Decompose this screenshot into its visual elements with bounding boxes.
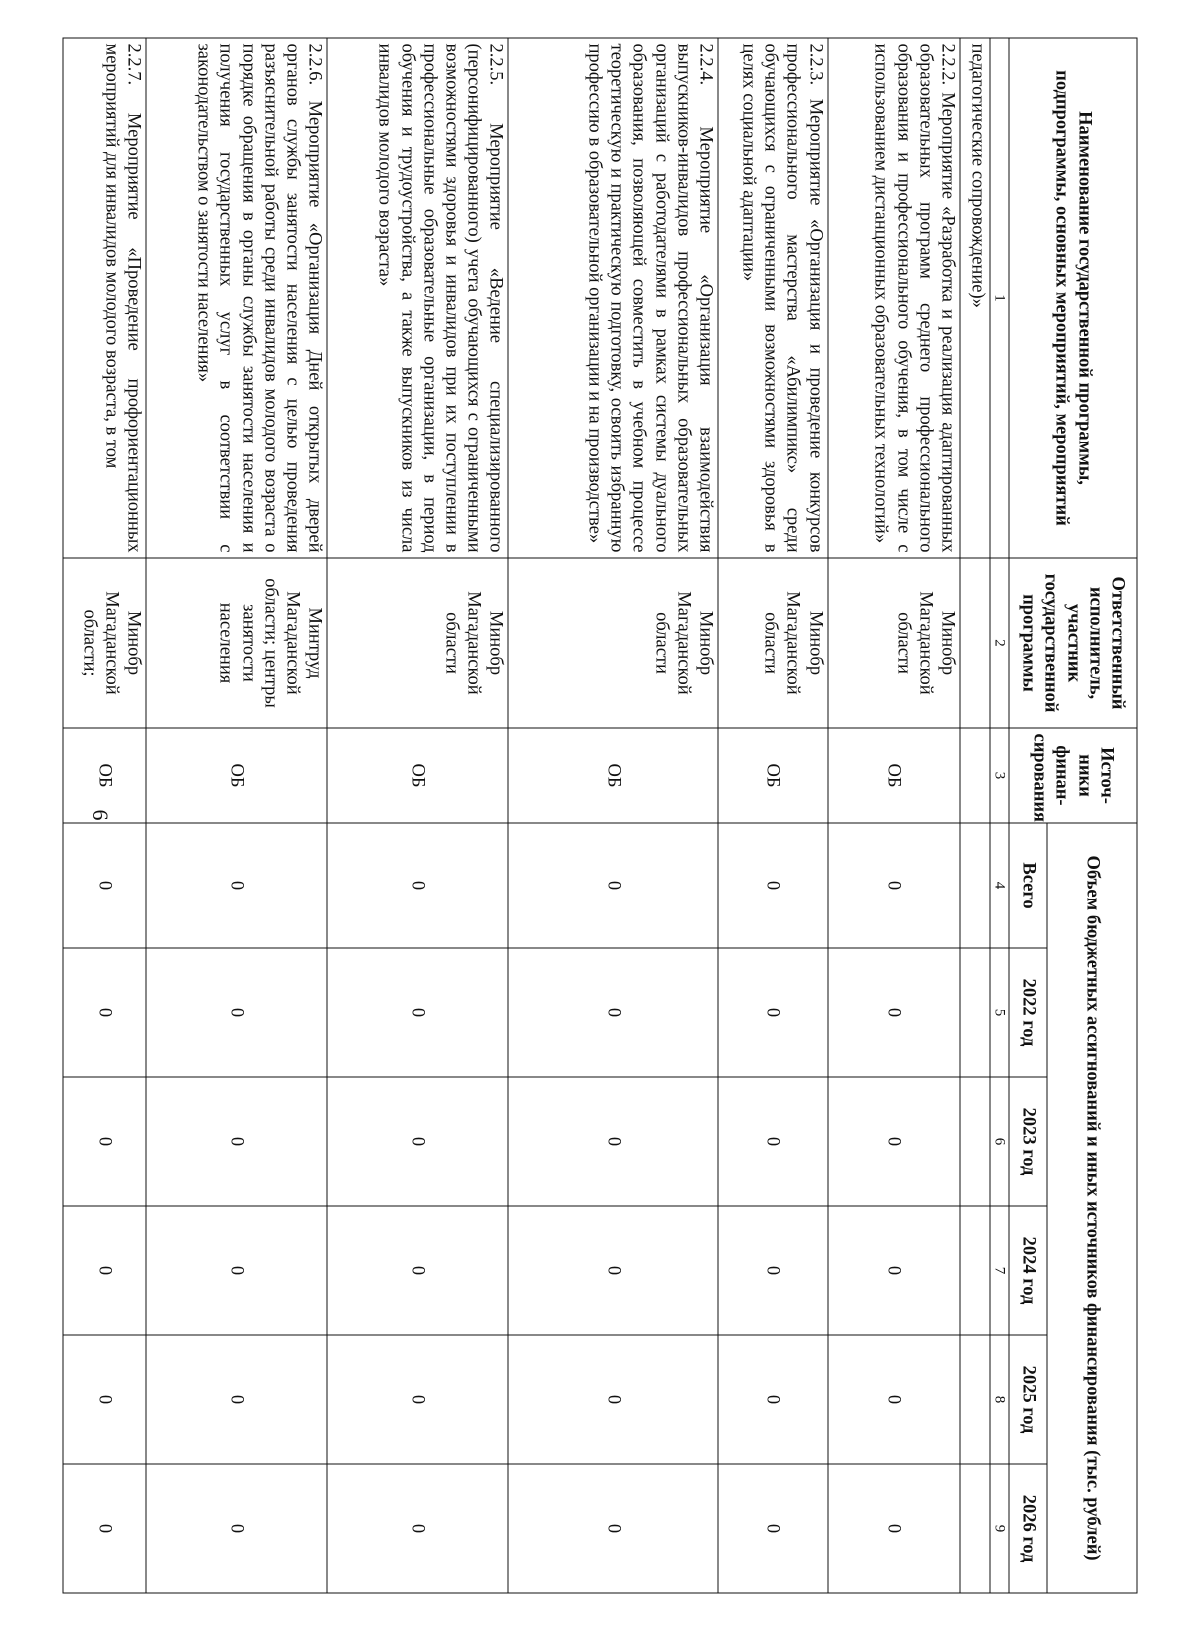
row-2022: 0: [718, 948, 828, 1077]
column-number: 3: [990, 728, 1009, 823]
row-2024: 0: [327, 1206, 508, 1335]
row-2023: 0: [508, 1077, 718, 1206]
row-2024: 0: [63, 1206, 146, 1335]
row-executor: Минобр Магаданской области: [718, 558, 828, 728]
row-total: 0: [146, 823, 327, 948]
table-header: [990, 38, 1137, 1593]
row-2026: 0: [718, 1464, 828, 1593]
row-2022: [960, 948, 990, 1077]
row-2023: 0: [828, 1077, 960, 1206]
row-source: ОБ: [508, 728, 718, 823]
row-total: [960, 823, 990, 948]
row-2026: 0: [508, 1464, 718, 1593]
table-row: [718, 38, 828, 1593]
header-funding-source: Источ-ники финан-сирования: [1009, 728, 1137, 823]
header-year-2023: 2023 год: [1009, 1077, 1047, 1206]
row-executor: Минобр Магаданской области: [828, 558, 960, 728]
row-2024: [960, 1206, 990, 1335]
row-executor: Минобр Магаданской области: [327, 558, 508, 728]
table-row: [828, 38, 960, 1593]
row-source: ОБ: [327, 728, 508, 823]
column-number: 1: [990, 38, 1009, 558]
row-2026: 0: [327, 1464, 508, 1593]
row-total: 0: [63, 823, 146, 948]
row-2025: 0: [327, 1335, 508, 1464]
header-executor: Ответственный исполнитель, участник государственной программы: [1009, 558, 1137, 728]
row-2022: 0: [508, 948, 718, 1077]
row-2025: 0: [146, 1335, 327, 1464]
row-2025: 0: [828, 1335, 960, 1464]
header-budget-volume: Объем бюджетных ассигнований и иных источников финансирования (тыс. рублей): [1047, 823, 1137, 1593]
row-2025: [960, 1335, 990, 1464]
row-2022: 0: [327, 948, 508, 1077]
header-total: Всего: [1009, 823, 1047, 948]
row-name: 2.2.7. Мероприятие «Проведение профориентационных мероприятий для инвалидов молодого возраста, в том: [63, 38, 146, 558]
column-number: 6: [990, 1077, 1009, 1206]
row-2026: [960, 1464, 990, 1593]
row-name: 2.2.5. Мероприятие «Ведение специализированного (персонифицированного) учета обучающихся с ограниченными возможностями здоровья и инвалидов при их поступлении в профессиональные образовательные организации, в период обучения и трудоустройства, а также выпускников из числа инвалидов молодого возраста»: [327, 38, 508, 558]
row-2023: 0: [327, 1077, 508, 1206]
page-number: 6: [88, 809, 113, 821]
row-source: ОБ: [146, 728, 327, 823]
row-2024: 0: [718, 1206, 828, 1335]
row-name: педагогические сопровождение)»: [960, 38, 990, 558]
row-executor: [960, 558, 990, 728]
column-number: 9: [990, 1464, 1009, 1593]
row-name: 2.2.4. Мероприятие «Организация взаимодействия выпускников-инвалидов профессиональных образовательных организаций с работодателями в рамках системы дуального образования, позволяющей совместить в учебном процессе теоретическую и практическую подготовку, освоить избранную профессию в образовательной организации и на производстве»: [508, 38, 718, 558]
financing-table: [63, 38, 1138, 1594]
row-2025: 0: [63, 1335, 146, 1464]
header-program-name: Наименование государственной программы, подпрограммы, основных мероприятий, мероприятий: [1009, 38, 1137, 558]
row-2022: 0: [828, 948, 960, 1077]
row-2024: 0: [508, 1206, 718, 1335]
row-source: [960, 728, 990, 823]
column-number: 4: [990, 823, 1009, 948]
header-year-2022: 2022 год: [1009, 948, 1047, 1077]
header-year-2024: 2024 год: [1009, 1206, 1047, 1335]
row-2025: 0: [508, 1335, 718, 1464]
row-executor: Минтруд Магаданской области; центры занятости населения: [146, 558, 327, 728]
row-total: 0: [508, 823, 718, 948]
row-total: 0: [327, 823, 508, 948]
row-name: 2.2.2. Мероприятие «Разработка и реализация адаптированных образовательных программ среднего профессионального образования и профессионального обучения, в том числе с использованием дистанционных образовательных технологий»: [828, 38, 960, 558]
row-2023: 0: [718, 1077, 828, 1206]
column-number: 8: [990, 1335, 1009, 1464]
row-2024: 0: [146, 1206, 327, 1335]
row-2023: [960, 1077, 990, 1206]
row-2023: 0: [146, 1077, 327, 1206]
table-row: [63, 38, 146, 1593]
header-year-2025: 2025 год: [1009, 1335, 1047, 1464]
row-2026: 0: [146, 1464, 327, 1593]
row-2024: 0: [828, 1206, 960, 1335]
table-row: [960, 38, 990, 1593]
row-source: ОБ: [828, 728, 960, 823]
column-number: 2: [990, 558, 1009, 728]
row-total: 0: [718, 823, 828, 948]
row-2026: 0: [828, 1464, 960, 1593]
row-executor: Минобр Магаданской области: [508, 558, 718, 728]
row-2025: 0: [718, 1335, 828, 1464]
table-body: [63, 38, 990, 1593]
table-row: [146, 38, 327, 1593]
row-source: ОБ: [63, 728, 146, 823]
column-number: 7: [990, 1206, 1009, 1335]
row-name: 2.2.6. Мероприятие «Организация Дней открытых дверей органов службы занятости населения с целью проведения разъяснительной работы среди инвалидов молодого возраста о порядке обращения в органы службы занятости населения и получения государственных услуг в соответствии с законодательством о занятости населения»: [146, 38, 327, 558]
row-source: ОБ: [718, 728, 828, 823]
table-row: [508, 38, 718, 1593]
row-2023: 0: [63, 1077, 146, 1206]
table-row: [327, 38, 508, 1593]
rotated-page-content: [63, 38, 1138, 1593]
row-2026: 0: [63, 1464, 146, 1593]
column-number-row: [990, 38, 1009, 1593]
row-total: 0: [828, 823, 960, 948]
row-2022: 0: [63, 948, 146, 1077]
row-2022: 0: [146, 948, 327, 1077]
row-name: 2.2.3. Мероприятие «Организация и проведение конкурсов профессионального мастерства «Абилимпикс» среди обучающихся с ограниченными возможностями здоровья в целях социальной адаптации»: [718, 38, 828, 558]
header-year-2026: 2026 год: [1009, 1464, 1047, 1593]
row-executor: Минобр Магаданской области;: [63, 558, 146, 728]
column-number: 5: [990, 948, 1009, 1077]
